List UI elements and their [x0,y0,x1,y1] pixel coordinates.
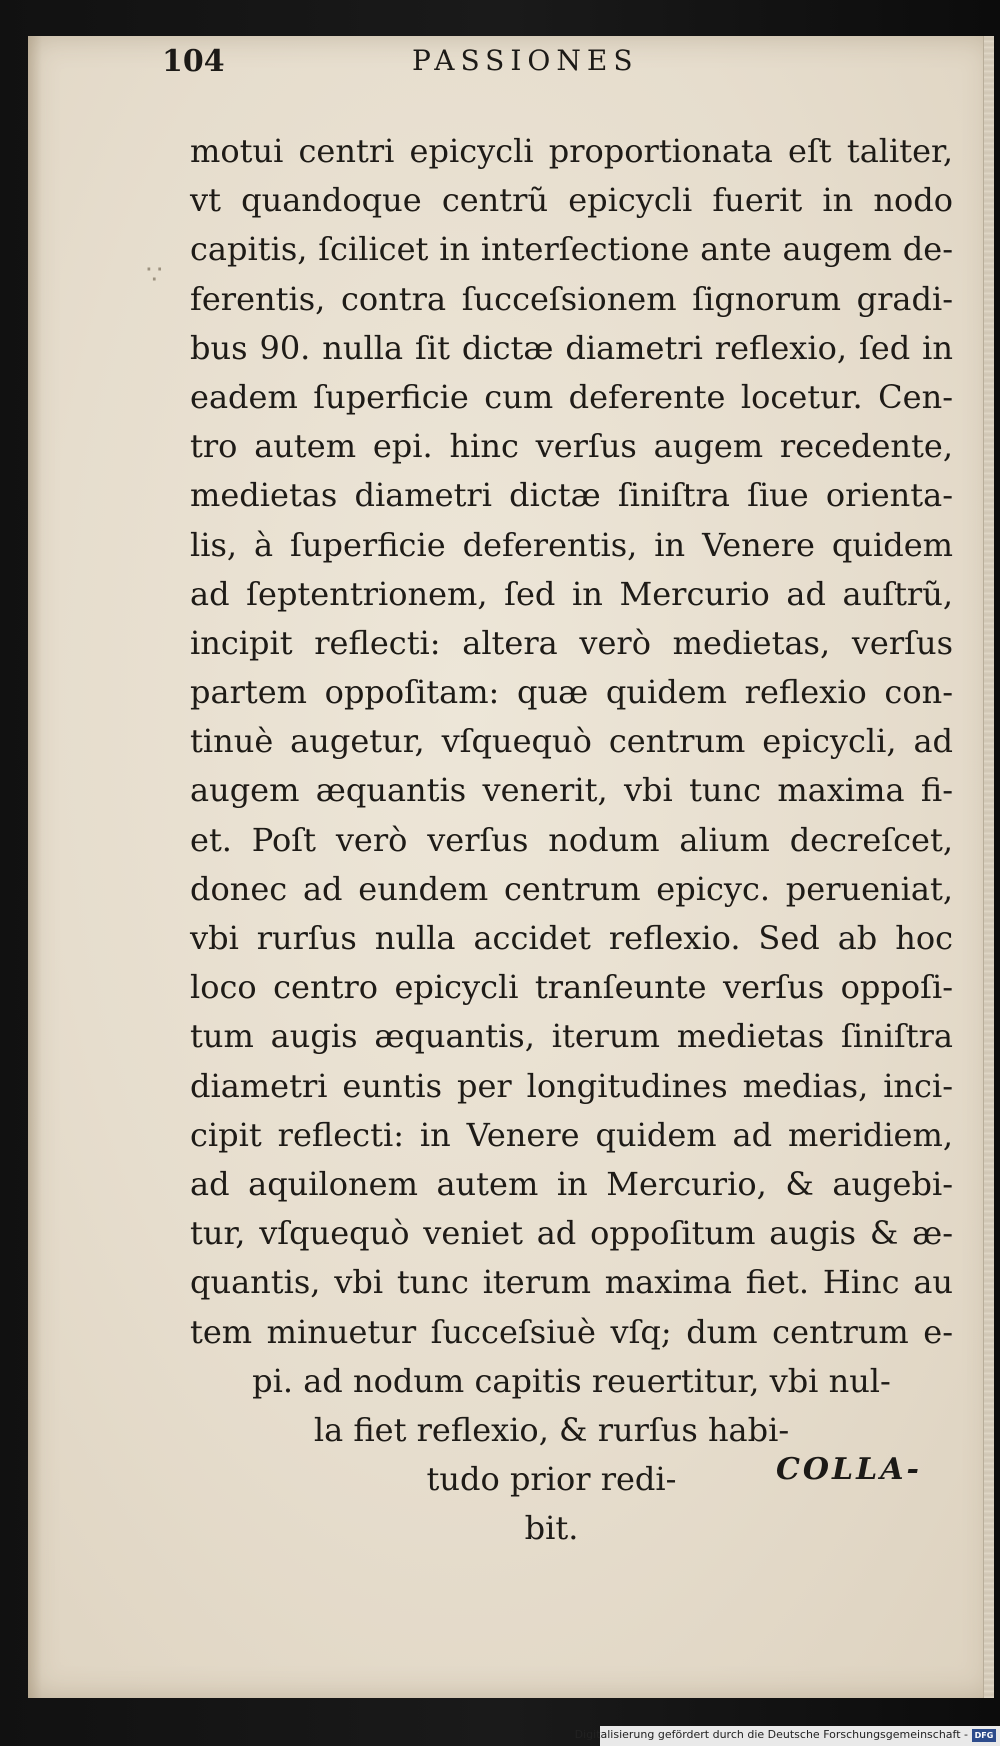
dfg-logo: DFG [972,1729,996,1742]
text-line-tapered: la fiet reflexio, & rurſus habi- [313,1410,790,1449]
text-line: lis, à ſuperficie deferentis, in Venere quidem [190,525,953,564]
text-line: incipit reflecti: altera verò medietas, verſus [190,623,953,662]
text-line: quantis, vbi tunc iterum maxima fiet. Hinc au [190,1263,953,1302]
text-line-tapered: bit. [524,1509,579,1548]
catchword: COLLA- [776,1452,922,1487]
text-line: ad ſeptentrionem, ſed in Mercurio ad auſtrũ, [190,574,953,613]
text-line: diametri euntis per longitudines medias, inci- [190,1066,953,1105]
text-line: tem minuetur ſucceſsiuè vſq; dum centrum e- [190,1312,953,1351]
page-header [162,44,722,88]
gutter-shadow [28,36,42,1698]
funding-credit: Digitalisierung gefördert durch die Deutsche Forschungsgemeinschaft - [574,1728,968,1741]
margin-smudge-mark: ∵ [146,260,163,290]
body-text [190,127,953,1553]
text-line: eadem ſuperficie cum deferente locetur. Cen- [190,377,953,416]
text-line: donec ad eundem centrum epicyc. perueniat, [190,869,953,908]
text-line: capitis, ſcilicet in interſectione ante augem de- [190,230,953,269]
text-line: tinuè augetur, vſquequò centrum epicycli, ad [190,722,953,761]
text-line: et. Poſt verò verſus nodum alium decreſcet, [190,820,953,859]
text-line: cipit reflecti: in Venere quidem ad meridiem, [190,1115,953,1154]
text-line: ferentis, contra ſucceſsionem ſignorum gradi- [190,279,953,318]
running-head: PASSIONES [412,44,639,77]
text-line: tro autem epi. hinc verſus augem recedente, [190,427,953,466]
text-line: medietas diametri dictæ ſiniſtra ſiue orienta- [190,476,953,515]
text-line-tapered: pi. ad nodum capitis reuertitur, vbi nul- [252,1361,891,1400]
text-line-tapered: tudo prior redi- [426,1460,677,1499]
text-line: vt quandoque centrũ epicycli fuerit in nodo [190,181,953,220]
digitization-footer [574,1726,1000,1746]
text-line: vbi rurſus nulla accidet reflexio. Sed ab hoc [190,919,953,957]
text-line: motui centri epicycli proportionata eſt taliter, [190,132,953,170]
text-line: ad aquilonem autem in Mercurio, & augebi- [190,1164,953,1203]
text-line: augem æquantis venerit, vbi tunc maxima fi- [190,771,953,810]
text-line: partem oppoſitam: quæ quidem reflexio con- [190,673,953,712]
text-line: loco centro epicycli tranſeunte verſus oppoſi- [190,968,953,1007]
text-line: tur, vſquequò veniet ad oppoſitum augis & æ- [190,1214,953,1253]
text-line: bus 90. nulla ſit dictæ diametri reflexio, ſed in [190,328,953,367]
text-line: tum augis æquantis, iterum medietas ſiniſtra [190,1017,953,1056]
page-number: 104 [162,44,225,79]
page-fore-edge [983,36,994,1698]
